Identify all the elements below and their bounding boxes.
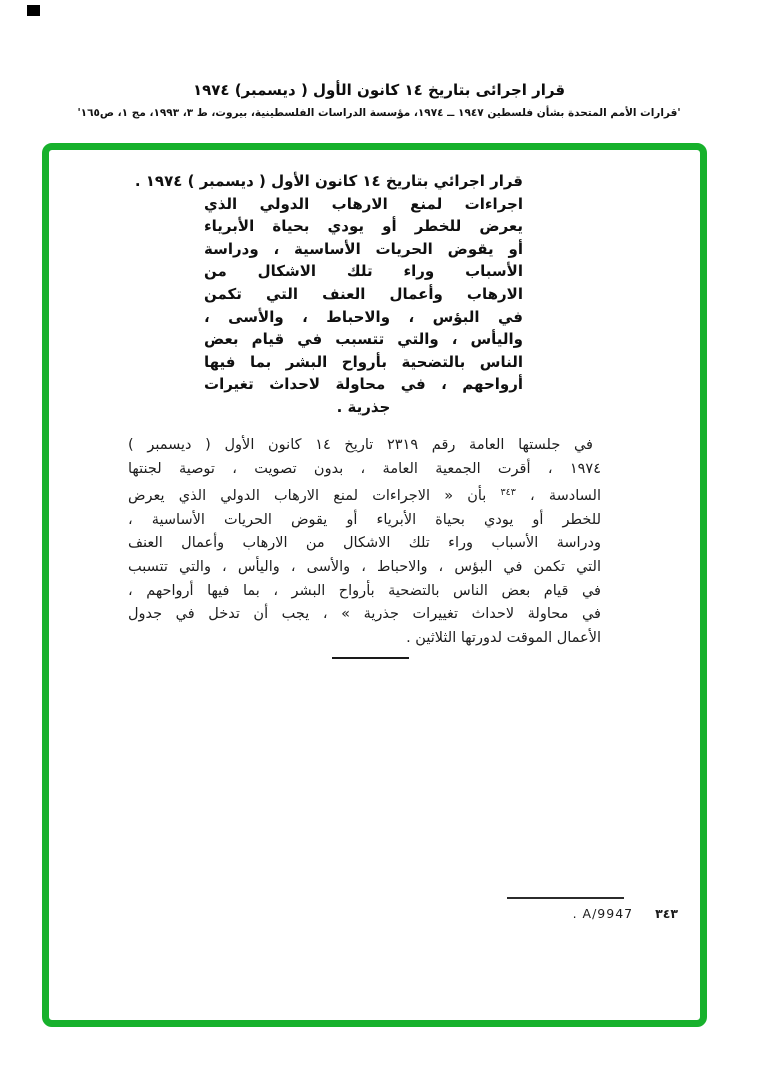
resolution-heading-line: قرار اجرائي بتاريخ ١٤ كانون الأول ( ديسمبر ) ١٩٧٤ . [134, 172, 523, 190]
resolution-line: أرواحهم ، في محاولة لاحداث تغيرات [204, 375, 523, 394]
resolution-line: اجراءات لمنع الارهاب الدولي الذي [204, 194, 523, 213]
scan-artifact-square [27, 5, 40, 16]
resolution-line: الارهاب وأعمال العنف التي تكمن [204, 284, 523, 303]
body-line: ١٩٧٤ ، أقرت الجمعية العامة ، بدون تصويت ، توصية لجنتها [128, 460, 601, 477]
body-line: ودراسة الأسباب وراء تلك الاشكال من الارهاب وأعمال العنف [128, 535, 601, 552]
document-title: قرار اجرائى بتاريخ ١٤ كانون الأول ( ديسمبر) ١٩٧٤ [192, 81, 566, 99]
footnote-line-start: السادسة ، [529, 488, 602, 505]
body-line: في جلستها العامة رقم ٢٣١٩ تاريخ ١٤ كانون الأول ( ديسمبر ) [128, 437, 593, 453]
resolution-line: يعرض للخطر أو يودي بحياة الأبرياء [204, 217, 523, 236]
resolution-line: الناس بالتضحية بأرواح البشر بما فيها [204, 352, 523, 371]
body-line: في محاولة لاحداث تغييرات جذرية » ، يجب أن تدخل في جدول [128, 606, 601, 623]
resolution-line: واليأس ، والتي تتسبب في قيام بعض [204, 330, 523, 349]
resolution-line: أو يقوض الحريات الأساسية ، ودراسة [204, 239, 523, 258]
body-last-line: الأعمال الموقت لدورتها الثلاثين . [406, 629, 601, 646]
body-line: للخطر أو يودي بحياة الأبرياء أو يقوض الحريات الأساسية ، [128, 511, 601, 528]
body-footnote-line [128, 481, 601, 509]
section-divider-line [332, 657, 409, 659]
resolution-last-line: جذرية . [336, 397, 391, 416]
page-number: ٣٤٣ [655, 906, 678, 921]
page-footer [512, 906, 678, 921]
body-line: التي تكمن في البؤس ، والاحباط ، والأسى ، واليأس ، والتي تتسبب [128, 558, 601, 575]
resolution-summary-block [134, 170, 523, 419]
resolution-line: الأسباب وراء تلك الاشكال من [204, 262, 523, 281]
footnote-marker: ٣٤٣ [500, 487, 516, 499]
resolution-line: في البؤس ، والاحباط ، والأسى ، [204, 307, 523, 326]
resolution-body-paragraph [128, 434, 601, 650]
footnote-separator-line [507, 897, 624, 899]
document-symbol: A/9947 . [572, 906, 634, 921]
footnote-line-rest: بأن « الاجراءات لمنع الارهاب الدولي الذي يعرض [128, 488, 487, 505]
body-line: في قيام بعض الناس بالتضحية بأرواح البشر ، بما فيها أرواحهم ، [128, 582, 601, 599]
document-source-citation: 'قرارات الأمم المتحدة بشأن فلسطين ١٩٤٧ ــ ١٩٧٤، مؤسسة الدراسات الفلسطينية، بيروت، ط ٣، ١٩٩٣، مج ١، ص١٦٥' [77, 107, 681, 119]
